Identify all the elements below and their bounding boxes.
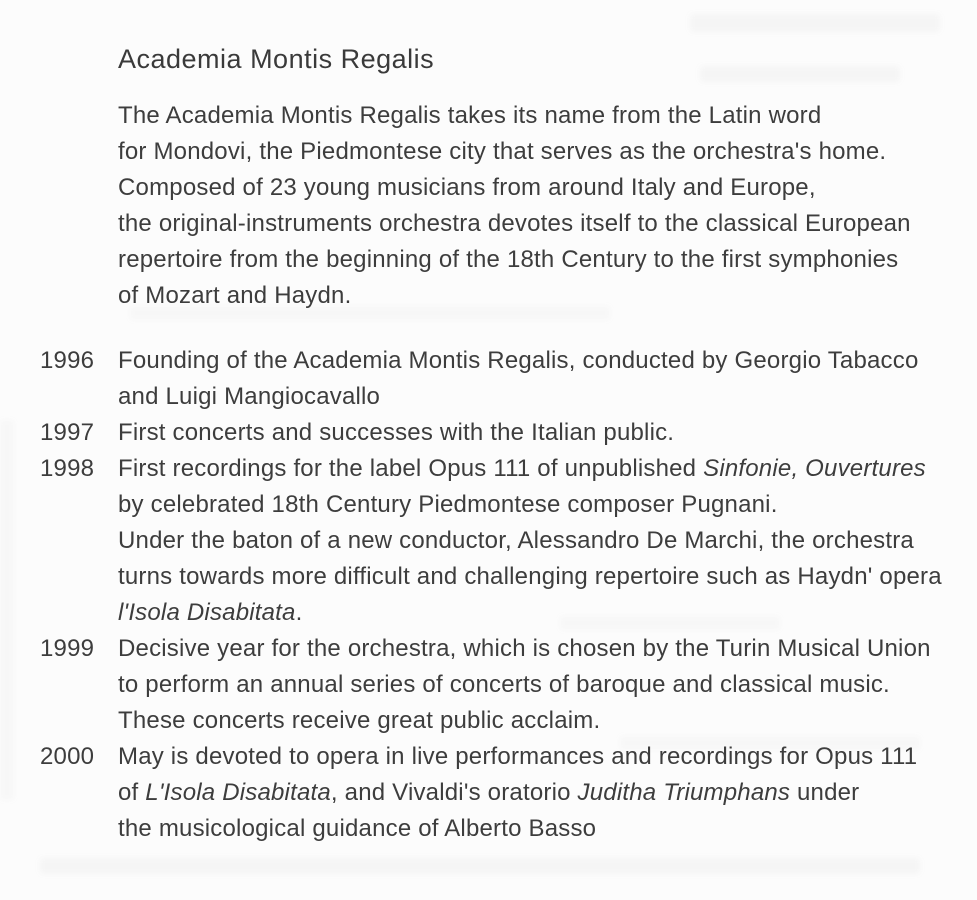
scan-bleed-artifact (690, 14, 940, 32)
timeline-text: and Luigi Mangiocavallo (118, 383, 381, 410)
timeline-text: These concerts receive great public acclaim. (118, 707, 601, 734)
intro-line: of Mozart and Haydn. (118, 282, 352, 309)
timeline-line (118, 739, 977, 775)
timeline-text: by celebrated 18th Century Piedmontese composer Pugnani. (118, 491, 778, 518)
timeline-description (118, 415, 977, 451)
intro-paragraph (118, 98, 911, 314)
timeline-year: 1997 (40, 419, 95, 446)
work-title: Juditha Triumphans (577, 779, 791, 806)
timeline-year: 1996 (40, 347, 95, 374)
timeline-text: First recordings for the label Opus 111 of unpublished (118, 455, 704, 482)
timeline-line (118, 523, 977, 559)
timeline-text: . (295, 599, 303, 626)
timeline-text: First concerts and successes with the Italian public. (118, 419, 675, 446)
work-title: L'Isola Disabitata (145, 779, 331, 806)
timeline (0, 343, 977, 847)
timeline-description (118, 343, 977, 415)
timeline-text: the musicological guidance of Alberto Basso (118, 815, 597, 842)
timeline-text: Decisive year for the orchestra, which is chosen by the Turin Musical Union (118, 635, 931, 662)
timeline-line (118, 343, 977, 379)
timeline-year: 1998 (40, 455, 95, 482)
timeline-description (118, 451, 977, 631)
timeline-line (118, 667, 977, 703)
timeline-text: to perform an annual series of concerts of baroque and classical music. (118, 671, 890, 698)
timeline-description (118, 631, 977, 739)
timeline-year: 2000 (40, 743, 95, 770)
page-title: Academia Montis Regalis (118, 44, 435, 74)
scan-bleed-artifact (700, 66, 900, 82)
timeline-description (118, 739, 977, 847)
timeline-line (118, 559, 977, 595)
intro-line: for Mondovi, the Piedmontese city that serves as the orchestra's home. (118, 138, 887, 165)
timeline-entry (0, 451, 977, 631)
timeline-line (118, 775, 977, 811)
work-title: l'Isola Disabitata (118, 599, 296, 626)
timeline-text: turns towards more difficult and challenging repertoire such as Haydn' opera (118, 563, 942, 590)
timeline-line (118, 811, 977, 847)
timeline-text: under (790, 779, 860, 806)
timeline-line (118, 451, 977, 487)
intro-line: Composed of 23 young musicians from around Italy and Europe, (118, 174, 816, 201)
intro-line: The Academia Montis Regalis takes its name from the Latin word (118, 102, 822, 129)
timeline-text: May is devoted to opera in live performances and recordings for Opus 111 (118, 743, 918, 770)
intro-line: repertoire from the beginning of the 18th Century to the first symphonies (118, 246, 899, 273)
timeline-text: , and Vivaldi's oratorio (330, 779, 578, 806)
timeline-line (118, 487, 977, 523)
timeline-line (118, 631, 977, 667)
work-title: Sinfonie, Ouvertures (703, 455, 926, 482)
timeline-entry (0, 739, 977, 847)
scan-bleed-artifact (40, 858, 920, 874)
timeline-line (118, 379, 977, 415)
timeline-line (118, 415, 977, 451)
timeline-entry (0, 415, 977, 451)
timeline-line (118, 703, 977, 739)
timeline-year: 1999 (40, 635, 95, 662)
timeline-entry (0, 343, 977, 415)
timeline-text: of (118, 779, 146, 806)
timeline-line (118, 595, 977, 631)
timeline-entry (0, 631, 977, 739)
timeline-text: Founding of the Academia Montis Regalis, conducted by Georgio Tabacco (118, 347, 919, 374)
intro-line: the original-instruments orchestra devotes itself to the classical European (118, 210, 911, 237)
timeline-text: Under the baton of a new conductor, Alessandro De Marchi, the orchestra (118, 527, 914, 554)
